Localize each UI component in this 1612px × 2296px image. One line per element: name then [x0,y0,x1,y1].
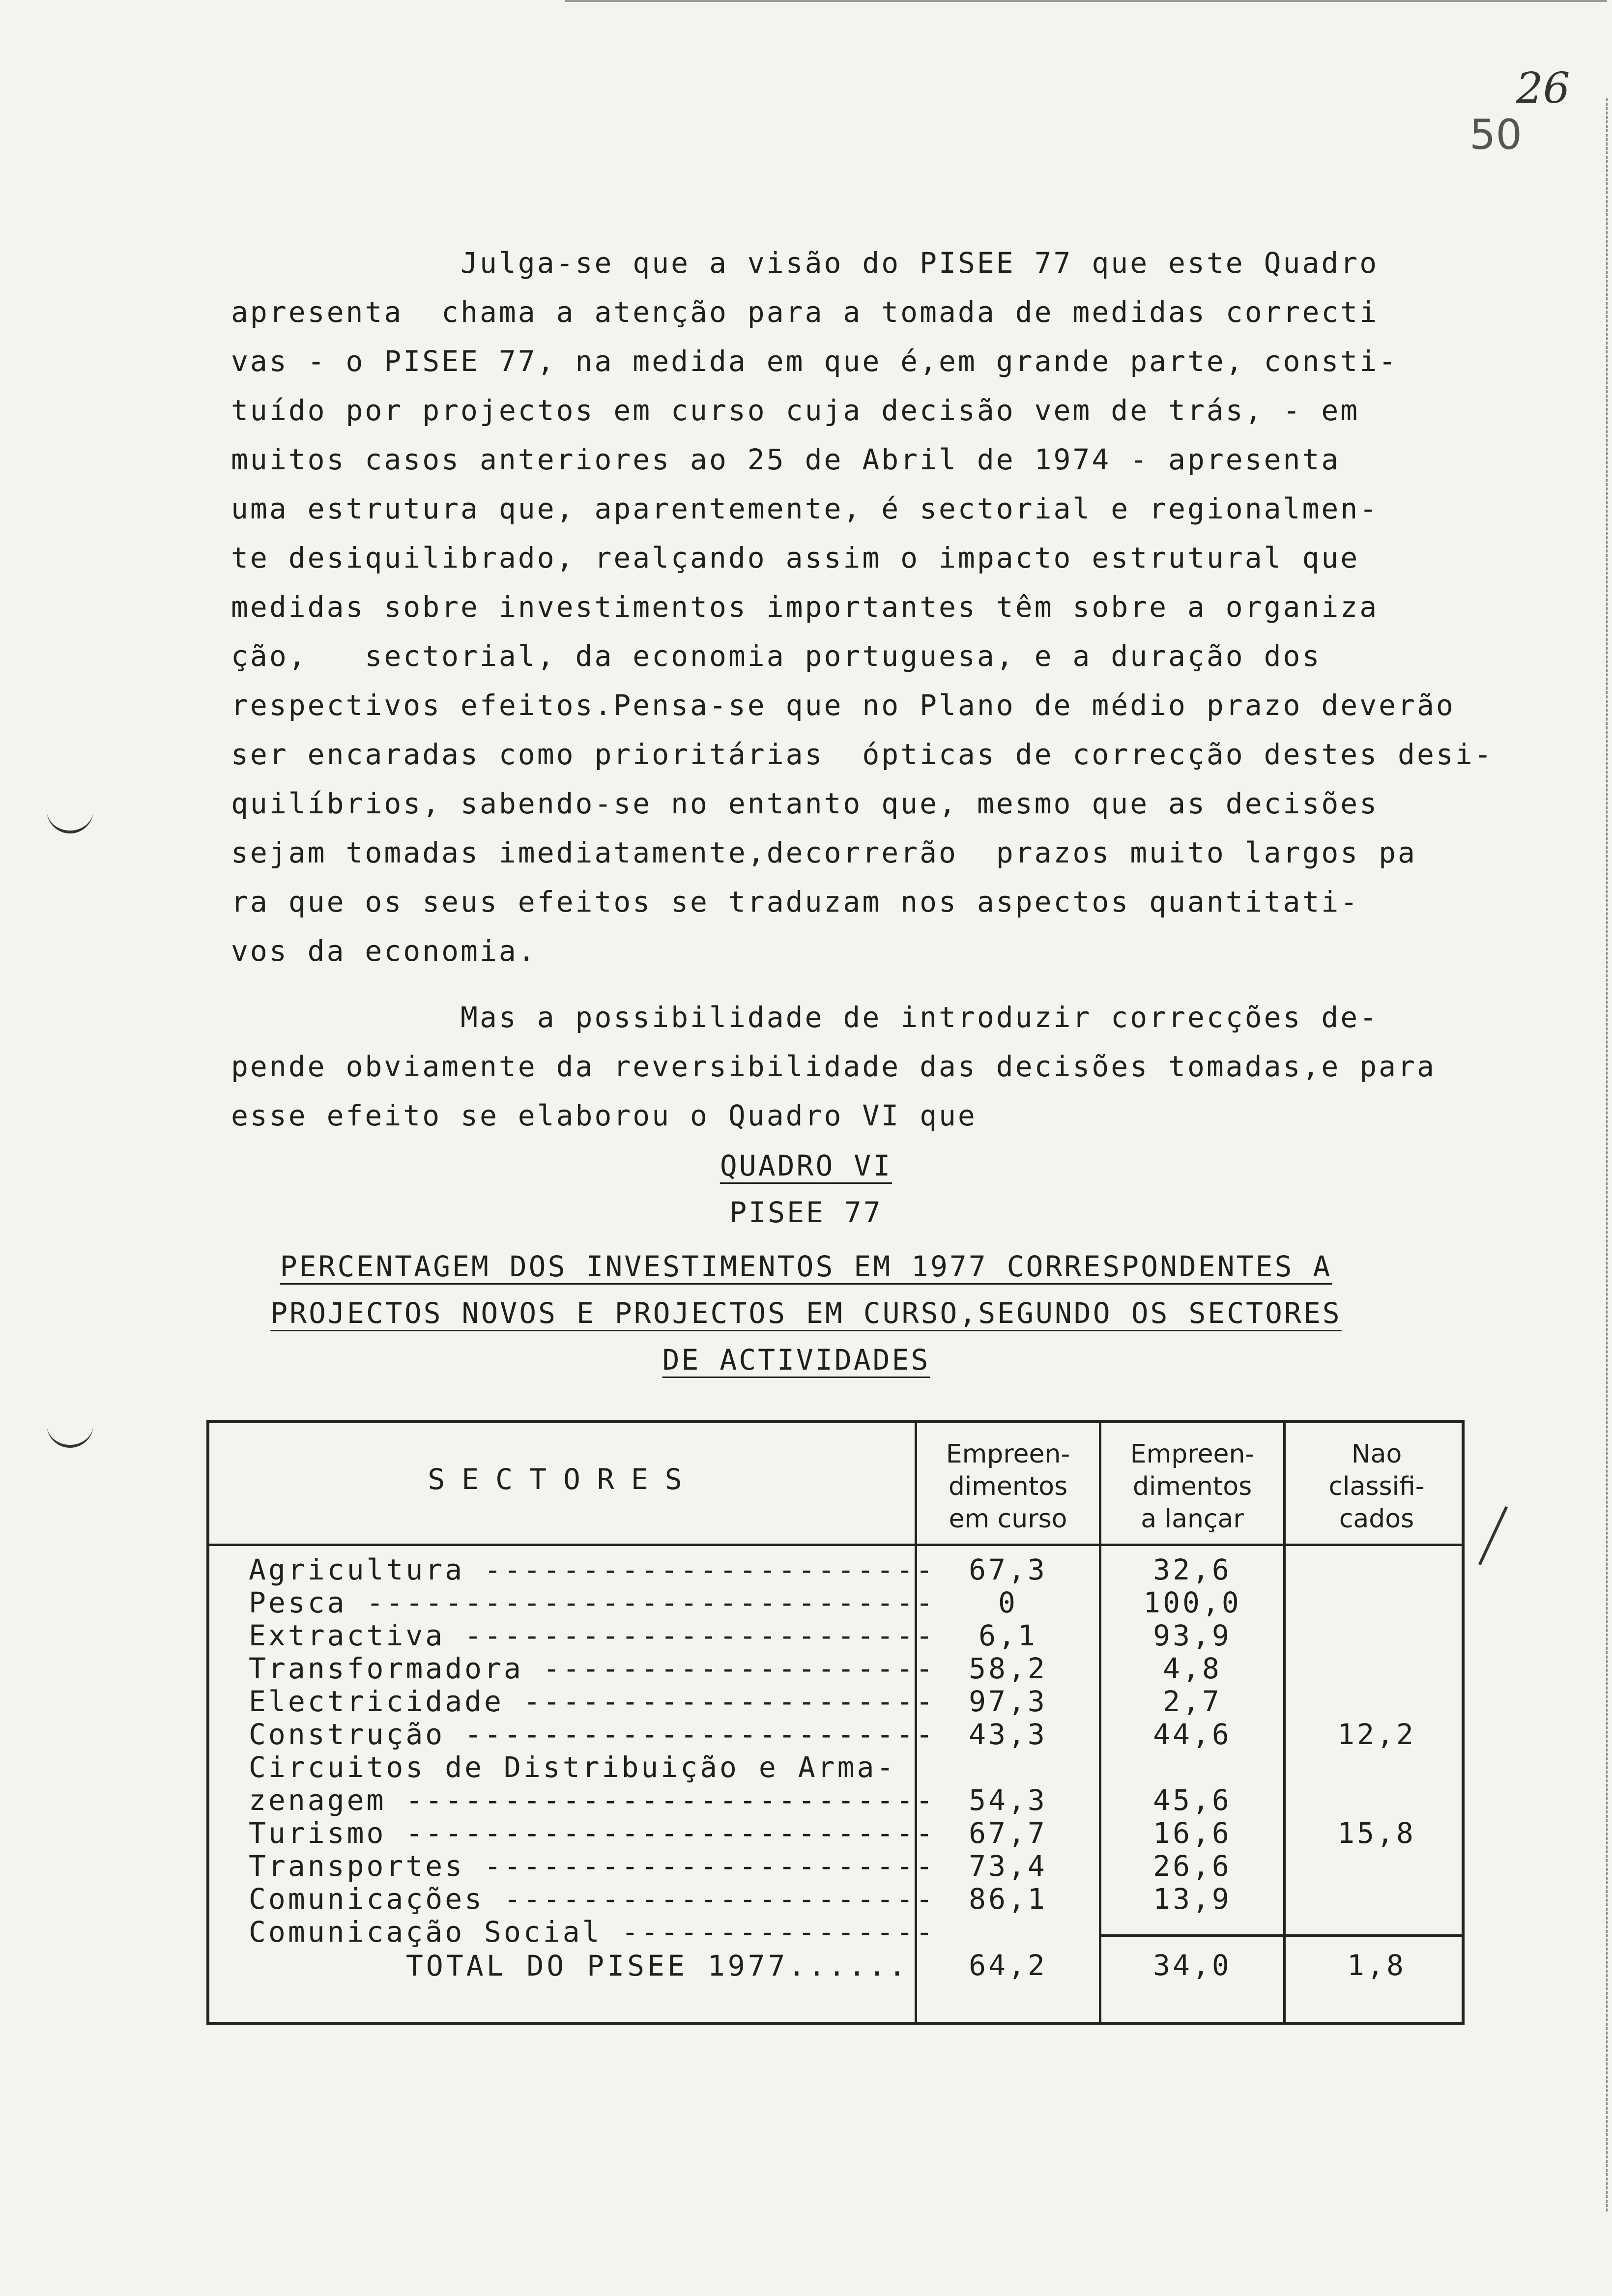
table-heading-line-3: DE ACTIVIDADES [662,1343,930,1377]
row-a-lancar: 45,6 [1153,1783,1232,1817]
row-a-lancar: 13,9 [1153,1882,1232,1916]
total-label: TOTAL DO PISEE 1977...... [406,1949,909,1982]
text-line: pende obviamente da reversibilidade das decisões tomadas,e para [231,1050,1436,1083]
text-line: quilíbrios, sabendo-se no entanto que, mesmo que as decisões [231,787,1379,820]
text-line: respectivos efeitos.Pensa-se que no Plano de médio prazo deverão [231,689,1455,722]
row-a-lancar: 44,6 [1153,1718,1232,1751]
row-em-curso: 67,7 [969,1816,1047,1850]
header-nao-classificados: Nao classifi- cados [1328,1439,1425,1534]
top-edge-line [565,0,1607,2]
row-label: Transportes ----------------------- [249,1849,936,1883]
text-line: tuído por projectos em curso cuja decisão vem de trás, - em [231,394,1360,427]
row-label: Construção ------------------------ [249,1718,936,1751]
row-em-curso: 43,3 [969,1718,1047,1751]
row-a-lancar: 16,6 [1153,1816,1232,1850]
row-a-lancar: 26,6 [1153,1849,1232,1883]
typed-page-number: 50 [1469,111,1522,159]
body-paragraph-2 [231,993,1436,1140]
row-label: zenagem --------------------------- [249,1783,936,1817]
row-a-lancar: 4,8 [1163,1652,1222,1685]
pisee-title: PISEE 77 [729,1196,883,1229]
text-line: Julga-se que a visão do PISEE 77 que este Quadro [231,246,1379,280]
row-label: Agricultura ----------------------- [249,1553,936,1586]
row-label: Turismo --------------------------- [249,1816,936,1850]
row-em-curso: 67,3 [969,1553,1047,1586]
total-em-curso: 64,2 [969,1949,1047,1982]
header-divider [209,1544,1463,1546]
row-label: Pesca ----------------------------- [249,1586,936,1619]
row-label: Circuitos de Distribuição e Arma- [249,1751,896,1784]
text-line: ção, sectorial, da economia portuguesa, e a duração dos [231,639,1322,673]
table-heading-line-1: PERCENTAGEM DOS INVESTIMENTOS EM 1977 CORRESPONDENTES A [280,1250,1332,1283]
text-line: vos da economia. [231,934,537,968]
text-line: ra que os seus efeitos se traduzam nos aspectos quantitati- [231,885,1360,918]
text-line: esse efeito se elaborou o Quadro VI que [231,1099,977,1132]
text-line: muitos casos anteriores ao 25 de Abril de 1974 - apresenta [231,443,1341,476]
sector-table [206,1420,1465,2025]
total-divider [1099,1934,1463,1937]
row-a-lancar: 93,9 [1153,1619,1232,1652]
margin-mark [47,801,93,833]
quadro-title: QUADRO VI [720,1149,892,1182]
text-line: uma estrutura que, aparentemente, é sectorial e regionalmen- [231,492,1379,525]
text-line: ser encaradas como prioritárias ópticas de correcção destes desi- [231,738,1494,771]
text-line: apresenta chama a atenção para a tomada de medidas correcti [231,295,1379,329]
row-em-curso: 86,1 [969,1882,1047,1916]
row-em-curso: 73,4 [969,1849,1047,1883]
row-label: Extractiva ------------------------ [249,1619,936,1652]
row-nao-classificados: 12,2 [1337,1718,1416,1751]
body-paragraph-1 [231,238,1494,976]
row-label: Comunicações ---------------------- [249,1882,936,1916]
row-em-curso: 0 [998,1586,1018,1619]
text-line: Mas a possibilidade de introduzir correcções de- [231,1001,1379,1034]
text-line: te desiquilibrado, realçando assim o impacto estrutural que [231,541,1360,574]
row-em-curso: 54,3 [969,1783,1047,1817]
header-em-curso: Empreen- dimentos em curso [946,1439,1070,1534]
margin-mark [47,1415,93,1448]
header-sectores: SECTORES [428,1463,699,1496]
row-em-curso: 58,2 [969,1652,1047,1685]
text-line: sejam tomadas imediatamente,decorrerão prazos muito largos pa [231,836,1417,869]
row-em-curso: 6,1 [979,1619,1037,1652]
row-em-curso: 97,3 [969,1685,1047,1718]
text-line: medidas sobre investimentos importantes têm sobre a organiza [231,590,1379,624]
total-nao-classificados: 1,8 [1347,1949,1406,1982]
row-label: Electricidade --------------------- [249,1685,936,1718]
row-label: Comunicação Social ---------------- [249,1915,936,1949]
margin-slash [1478,1506,1508,1565]
text-line: vas - o PISEE 77, na medida em que é,em grande parte, consti- [231,344,1398,378]
header-a-lancar: Empreen- dimentos a lançar [1130,1439,1255,1534]
total-a-lancar: 34,0 [1153,1949,1232,1982]
row-label: Transformadora -------------------- [249,1652,936,1685]
row-nao-classificados: 15,8 [1337,1816,1416,1850]
row-a-lancar: 2,7 [1163,1685,1222,1718]
table-heading-line-2: PROJECTOS NOVOS E PROJECTOS EM CURSO,SEGUNDO OS SECTORES [270,1296,1342,1330]
handwritten-page-number: 26 [1516,64,1570,113]
row-a-lancar: 32,6 [1153,1553,1232,1586]
row-a-lancar: 100,0 [1143,1586,1241,1619]
